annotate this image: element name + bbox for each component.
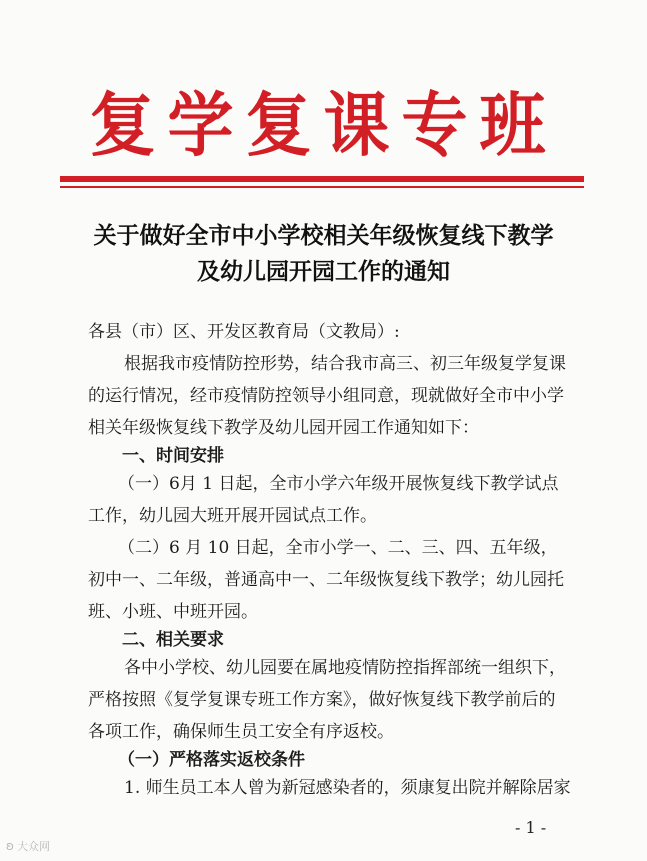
header-rule-thin xyxy=(60,186,584,188)
notice-title-line-1: 关于做好全市中小学校相关年级恢复线下教学 xyxy=(93,222,554,249)
section-2-para-line: 各中小学校、幼儿园要在属地疫情防控指挥部统一组织下， xyxy=(124,658,566,678)
watermark xyxy=(6,838,50,854)
notice-title-line-2: 及幼儿园开园工作的通知 xyxy=(197,258,450,285)
subsection-1-item-1: 1. 师生员工本人曾为新冠感染者的，须康复出院并解除居家 xyxy=(124,778,571,798)
watermark-text: 大众网 xyxy=(16,840,50,853)
intro-line: 相关年级恢复线下教学及幼儿园开园工作通知如下： xyxy=(88,418,479,438)
section-2-para-line: 各项工作，确保师生员工安全有序返校。 xyxy=(88,722,394,742)
section-1-heading: 一、时间安排 xyxy=(122,446,224,466)
section-2-heading: 二、相关要求 xyxy=(122,630,224,650)
item-1-line: 工作，幼儿园大班开展开园试点工作。 xyxy=(88,506,377,526)
salutation: 各县（市）区、开发区教育局（文教局）: xyxy=(88,322,400,342)
intro-line: 的运行情况，经市疫情防控领导小组同意，现就做好全市中小学 xyxy=(88,386,564,406)
item-2-line: 初中一、二年级，普通高中一、二年级恢复线下教学；幼儿园托 xyxy=(88,570,564,590)
item-2-line: 班、小班、中班开园。 xyxy=(88,602,258,622)
subsection-1-heading: （一）严格落实返校条件 xyxy=(118,750,305,770)
item-1-line: （一）6月 1 日起，全市小学六年级开展恢复线下教学试点 xyxy=(118,474,559,494)
intro-line: 根据我市疫情防控形势，结合我市高三、初三年级复学复课 xyxy=(124,354,566,374)
section-2-para-line: 严格按照《复学复课专班工作方案》，做好恢复线下教学前后的 xyxy=(88,690,556,710)
item-2-line: （二）6 月 10 日起，全市小学一、二、三、四、五年级， xyxy=(118,538,558,558)
header-rule-thick xyxy=(60,176,584,182)
page-number: - 1 - xyxy=(515,818,547,837)
header-title: 复学复课专班 xyxy=(89,84,558,166)
watermark-logo-icon: ʚ xyxy=(6,839,14,853)
